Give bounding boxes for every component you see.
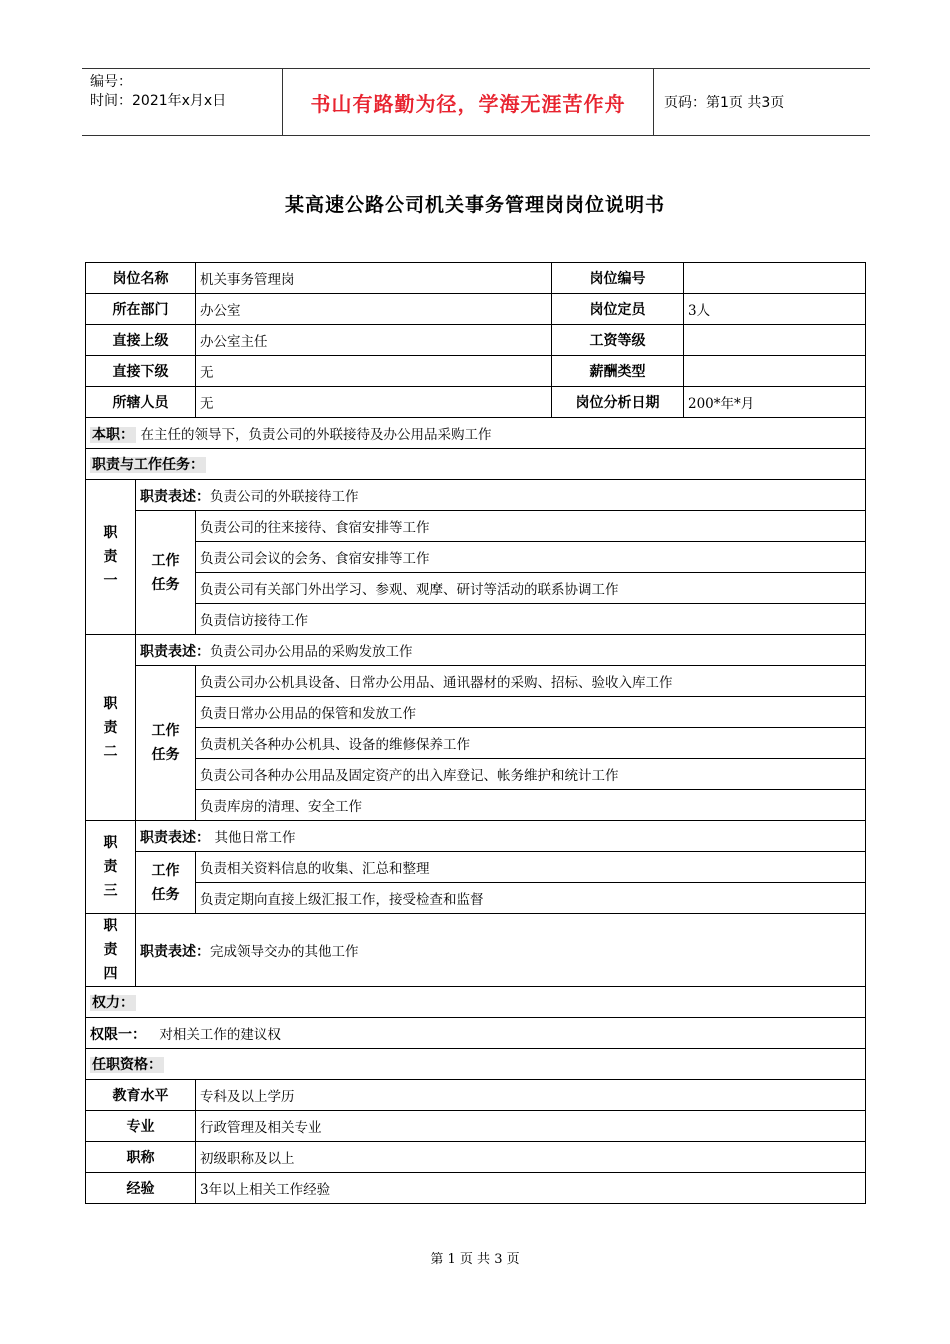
qual-label: 经验 [86, 1173, 196, 1204]
qual-value: 初级职称及以上 [196, 1142, 866, 1173]
info-label: 岗位名称 [86, 263, 196, 294]
duty-desc-label: 职责表述： [140, 943, 210, 960]
number-label: 编号： [90, 74, 132, 90]
info-value: 办公室 [196, 294, 552, 325]
task-label-line: 工作 [151, 723, 180, 739]
task-text: 负责公司会议的会务、食宿安排等工作 [196, 542, 866, 573]
duty-summary-text: 在主任的领导下，负责公司的外联接待及办公用品采购工作 [140, 426, 492, 443]
info-row [86, 263, 866, 294]
document-title: 某高速公路公司机关事务管理岗岗位说明书 [284, 194, 665, 216]
info-value [684, 325, 866, 356]
task-label-line: 工作 [151, 862, 180, 879]
authority-header-row [86, 987, 866, 1018]
qual-label: 职称 [86, 1142, 196, 1173]
info-row [86, 356, 866, 387]
task-text: 负责机关各种办公机具、设备的维修保养工作 [196, 728, 866, 759]
task-row [86, 604, 866, 635]
info-label: 薪酬类型 [552, 356, 684, 387]
qual-value: 行政管理及相关专业 [196, 1111, 866, 1142]
task-row [86, 511, 866, 542]
task-text: 负责公司办公机具设备、日常办公用品、通讯器材的采购、招标、验收入库工作 [196, 666, 866, 697]
info-value [684, 356, 866, 387]
task-text: 负责相关资料信息的收集、汇总和整理 [196, 852, 866, 883]
duty-number [86, 635, 136, 821]
authority-row [86, 1018, 866, 1049]
duty-number-char: 责 [103, 719, 118, 736]
task-label-line: 工作 [151, 552, 180, 569]
task-label-line: 任务 [151, 747, 180, 763]
page-footer: 第 1 页 共 3 页 [430, 1252, 520, 1267]
qual-value: 3年以上相关工作经验 [196, 1173, 866, 1204]
duty-desc-row [86, 914, 866, 987]
qual-row [86, 1142, 866, 1173]
duty-desc-label: 职责表述： [140, 488, 210, 505]
qual-row [86, 1080, 866, 1111]
duty-desc-row [86, 635, 866, 666]
task-text: 负责定期向直接上级汇报工作，接受检查和监督 [196, 883, 866, 914]
info-value: 200*年*月 [684, 387, 866, 418]
duty-number-char: 责 [103, 549, 118, 565]
info-value: 无 [196, 387, 552, 418]
task-row [86, 790, 866, 821]
task-row [86, 666, 866, 697]
duty-number-char: 一 [103, 573, 118, 589]
task-row [86, 759, 866, 790]
info-label: 岗位分析日期 [552, 387, 684, 418]
task-row [86, 697, 866, 728]
duty-desc-text: 负责公司的外联接待工作 [210, 488, 359, 505]
task-label-line: 任务 [151, 886, 180, 903]
duty-number-char: 责 [103, 942, 118, 958]
info-value: 机关事务管理岗 [196, 263, 552, 294]
task-text: 负责公司的往来接待、食宿安排等工作 [196, 511, 866, 542]
info-label: 岗位定员 [552, 294, 684, 325]
info-label: 直接上级 [86, 325, 196, 356]
duty-number-char: 二 [103, 743, 118, 760]
duties-header-row [86, 449, 866, 480]
task-label [136, 511, 196, 635]
task-text: 负责公司有关部门外出学习、参观、观摩、研讨等活动的联系协调工作 [196, 573, 866, 604]
duty-desc-label: 职责表述： [140, 829, 210, 846]
task-row [86, 573, 866, 604]
duty-desc-label: 职责表述： [140, 643, 210, 660]
info-row [86, 325, 866, 356]
task-row [86, 728, 866, 759]
header-page-label: 页码：第1页 共3页 [664, 95, 785, 111]
page-header [82, 68, 870, 136]
task-row [86, 883, 866, 914]
info-label: 直接下级 [86, 356, 196, 387]
header-motto: 书山有路勤为径，学海无涯苦作舟 [282, 69, 654, 135]
info-row [86, 387, 866, 418]
task-label [136, 852, 196, 914]
info-value [684, 263, 866, 294]
duty-number-char: 职 [103, 835, 118, 851]
task-text: 负责库房的清理、安全工作 [196, 790, 866, 821]
qual-header: 任职资格： [92, 1057, 162, 1073]
authority-header: 权力： [92, 995, 134, 1011]
duty-desc-text: 完成领导交办的其他工作 [210, 943, 359, 960]
qual-label: 专业 [86, 1111, 196, 1142]
info-value: 无 [196, 356, 552, 387]
duty-desc-text: 负责公司办公用品的采购发放工作 [210, 643, 413, 660]
qual-row [86, 1173, 866, 1204]
info-value: 办公室主任 [196, 325, 552, 356]
task-row [86, 542, 866, 573]
task-label-line: 任务 [151, 576, 180, 593]
duty-number-char: 职 [103, 525, 118, 541]
duty-number-char: 职 [103, 695, 118, 712]
duties-header: 职责与工作任务： [92, 457, 204, 473]
qual-label: 教育水平 [86, 1080, 196, 1111]
duty-summary-label: 本职： [92, 426, 134, 443]
task-text: 负责信访接待工作 [196, 604, 866, 635]
duty-number-char: 责 [103, 859, 118, 875]
info-label: 所在部门 [86, 294, 196, 325]
time-label: 时间：2021年x月x日 [90, 93, 227, 109]
task-label [136, 666, 196, 821]
duty-summary-row [86, 418, 866, 449]
authority-text: 对相关工作的建议权 [159, 1026, 281, 1043]
qual-row [86, 1111, 866, 1142]
duty-desc-row [86, 480, 866, 511]
task-row [86, 852, 866, 883]
info-label: 岗位编号 [552, 263, 684, 294]
info-label: 所辖人员 [86, 387, 196, 418]
authority-label: 权限一： [90, 1026, 146, 1043]
duty-number [86, 914, 136, 987]
duty-desc-text: 其他日常工作 [214, 829, 296, 846]
duty-number-char: 职 [103, 918, 118, 934]
duty-number-char: 四 [103, 966, 118, 982]
job-description-table [85, 262, 866, 1204]
duty-desc-row [86, 821, 866, 852]
header-meta [82, 69, 282, 135]
duty-number [86, 480, 136, 635]
task-text: 负责公司各种办公用品及固定资产的出入库登记、帐务维护和统计工作 [196, 759, 866, 790]
duty-number [86, 821, 136, 914]
qual-header-row [86, 1049, 866, 1080]
qual-value: 专科及以上学历 [196, 1080, 866, 1111]
info-value: 3人 [684, 294, 866, 325]
duty-number-char: 三 [103, 883, 118, 899]
task-text: 负责日常办公用品的保管和发放工作 [196, 697, 866, 728]
info-row [86, 294, 866, 325]
info-label: 工资等级 [552, 325, 684, 356]
